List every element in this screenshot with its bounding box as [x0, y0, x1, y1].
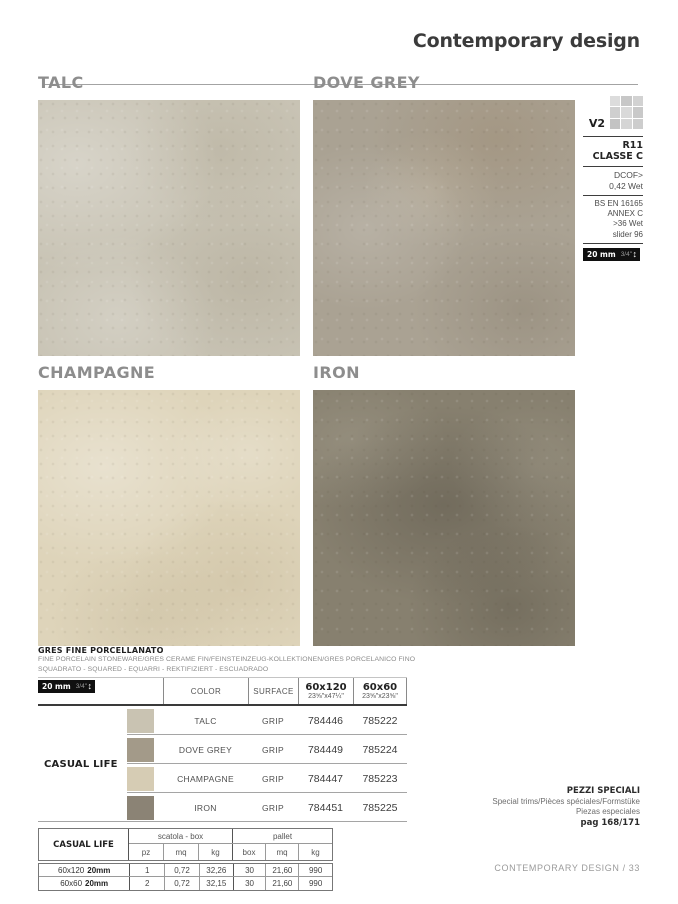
tile-label-talc: TALC — [38, 73, 84, 92]
pendulum-line: slider 96 — [612, 229, 643, 239]
special-trims-block — [492, 786, 640, 829]
cell-color: DOVE GREY — [178, 744, 233, 755]
shade-variation — [583, 96, 643, 133]
header-thickness-cell — [38, 678, 163, 704]
dcof-value: 0,42 Wet — [609, 180, 643, 191]
cell-surface: GRIP — [262, 744, 284, 755]
subhead-kg: kg — [199, 844, 233, 860]
cell-code-60x120: 784446 — [307, 714, 344, 727]
spec-sidebar — [583, 96, 643, 261]
cell-pz: 1 — [130, 864, 165, 876]
cell-size — [39, 877, 130, 890]
special-trims-title: PEZZI SPECIALI — [566, 786, 640, 796]
packing-table-header — [38, 828, 333, 861]
size-cm: 60x60 — [60, 879, 83, 888]
thickness-inch: 3/4" — [620, 250, 633, 258]
cell-mq-pallet: 21,60 — [266, 864, 299, 876]
table-row — [38, 793, 407, 822]
column-header-size-60x60: 60x60 — [362, 681, 398, 693]
cell-kg-pallet: 990 — [308, 879, 323, 888]
table-row — [38, 735, 407, 764]
cell-kg-box: 32,15 — [200, 877, 234, 890]
table-row — [39, 864, 332, 877]
cell-pz: 2 — [130, 877, 165, 890]
dcof-spec — [583, 170, 643, 192]
tile-image-iron — [313, 390, 575, 646]
subhead-mq: mq — [164, 844, 199, 860]
cell-kg-pallet: 990 — [308, 865, 323, 875]
cell-code-60x120: 784451 — [307, 801, 344, 814]
cell-mq-box: 0,72 — [165, 877, 200, 890]
color-swatch-iron — [127, 796, 154, 820]
cell-color: CHAMPAGNE — [177, 773, 234, 784]
cell-code-60x60: 785224 — [362, 743, 398, 756]
pendulum-line: BS EN 16165 — [594, 198, 643, 208]
cell-code-60x120: 784447 — [307, 772, 344, 785]
product-table — [38, 677, 407, 822]
tile-label-dove-grey: DOVE GREY — [313, 73, 420, 92]
tile-image-dove-grey — [313, 100, 575, 356]
cell-box: 30 — [234, 864, 267, 876]
group-header-box: scatola - box — [129, 829, 233, 843]
section-subtitle: FINE PORCELAIN STONEWARE/GRES CERAME FIN/FEINSTEINZEUG-KOLLEKTIONEN/GRES PORCELANICO FINO — [38, 656, 416, 663]
cell-color: TALC — [194, 715, 217, 726]
cell-color: IRON — [194, 802, 217, 813]
shade-variation-label: V2 — [588, 117, 605, 130]
group-header-pallet: pallet — [272, 831, 293, 841]
thickness-mm: 20 mm — [42, 682, 71, 691]
packing-table-body — [38, 863, 333, 891]
page-footer: CONTEMPORARY DESIGN / 33 — [494, 863, 640, 873]
subhead-pz: pz — [129, 844, 164, 860]
section-finish: SQUADRATO - SQUARED - EQUARRI - REKTIFIZIERT - ESCUADRADO — [38, 665, 269, 673]
slip-rating-r: R11 — [622, 140, 643, 151]
cell-surface: GRIP — [262, 802, 284, 813]
divider — [583, 195, 643, 196]
subhead-mq: mq — [266, 844, 299, 860]
series-name: CASUAL LIFE — [44, 758, 118, 770]
page-title: Contemporary design — [412, 30, 640, 52]
thickness-badge — [583, 248, 640, 261]
section-title: GRES FINE PORCELLANATO — [38, 646, 164, 655]
thickness-arrow-icon: ↕ — [87, 681, 92, 691]
pendulum-spec — [583, 199, 643, 240]
cell-code-60x60: 785225 — [362, 801, 398, 814]
product-table-body — [38, 706, 407, 822]
pendulum-line: >36 Wet — [613, 219, 643, 229]
table-row — [38, 764, 407, 793]
special-trims-line2: Piezas especiales — [575, 807, 640, 817]
cell-mq-pallet: 21,60 — [266, 877, 299, 890]
subhead-box: box — [233, 844, 266, 860]
tile-image-talc — [38, 100, 300, 356]
tile-label-iron: IRON — [313, 363, 360, 382]
column-header-surface: SURFACE — [253, 686, 294, 696]
cell-surface: GRIP — [262, 773, 284, 784]
divider — [583, 136, 643, 137]
color-swatch-champagne — [127, 767, 154, 791]
tile-label-champagne: CHAMPAGNE — [38, 363, 156, 382]
color-swatch-dove-grey — [127, 738, 154, 762]
cell-size — [39, 864, 130, 876]
column-header-size-60x120: 60x120 — [305, 681, 347, 693]
cell-code-60x120: 784449 — [307, 743, 344, 756]
series-name: CASUAL LIFE — [39, 829, 129, 860]
thickness-arrow-icon: ↕ — [632, 248, 637, 259]
section-intro — [38, 646, 415, 675]
size-inches-60x60: 23⅝"x23⅝" — [362, 692, 398, 700]
divider — [583, 243, 643, 244]
special-trims-line1: Special trims/Pièces spéciales/Formstüke — [492, 797, 640, 807]
cell-code-60x60: 785222 — [362, 714, 398, 727]
cell-code-60x60: 785223 — [362, 772, 398, 785]
subhead-kg: kg — [311, 847, 320, 857]
column-header-color: COLOR — [190, 686, 222, 696]
size-thickness: 20mm — [85, 879, 109, 888]
packing-table — [38, 828, 333, 891]
slip-rating-class: CLASSE C — [592, 151, 643, 163]
thickness-inch: 3/4" — [75, 683, 88, 690]
color-swatch-talc — [127, 709, 154, 733]
pendulum-line: ANNEX C — [607, 209, 643, 219]
thickness-mm: 20 mm — [587, 249, 616, 259]
shade-variation-icon — [610, 96, 643, 129]
cell-box: 30 — [234, 877, 267, 890]
tile-image-champagne — [38, 390, 300, 646]
cell-surface: GRIP — [262, 715, 284, 726]
size-inches-60x120: 23⅝"x47¼" — [308, 692, 344, 700]
special-trims-page-ref: pag 168/171 — [580, 817, 640, 828]
cell-mq-box: 0,72 — [165, 864, 200, 876]
size-cm: 60x120 — [58, 865, 85, 875]
slip-rating — [583, 140, 643, 163]
product-table-header — [38, 677, 407, 706]
dcof-label: DCOF> — [613, 169, 643, 180]
divider — [583, 166, 643, 167]
table-row — [39, 877, 332, 890]
thickness-badge — [38, 680, 95, 693]
cell-kg-box: 32,26 — [200, 864, 234, 876]
table-row — [38, 706, 407, 735]
size-thickness: 20mm — [87, 865, 111, 875]
